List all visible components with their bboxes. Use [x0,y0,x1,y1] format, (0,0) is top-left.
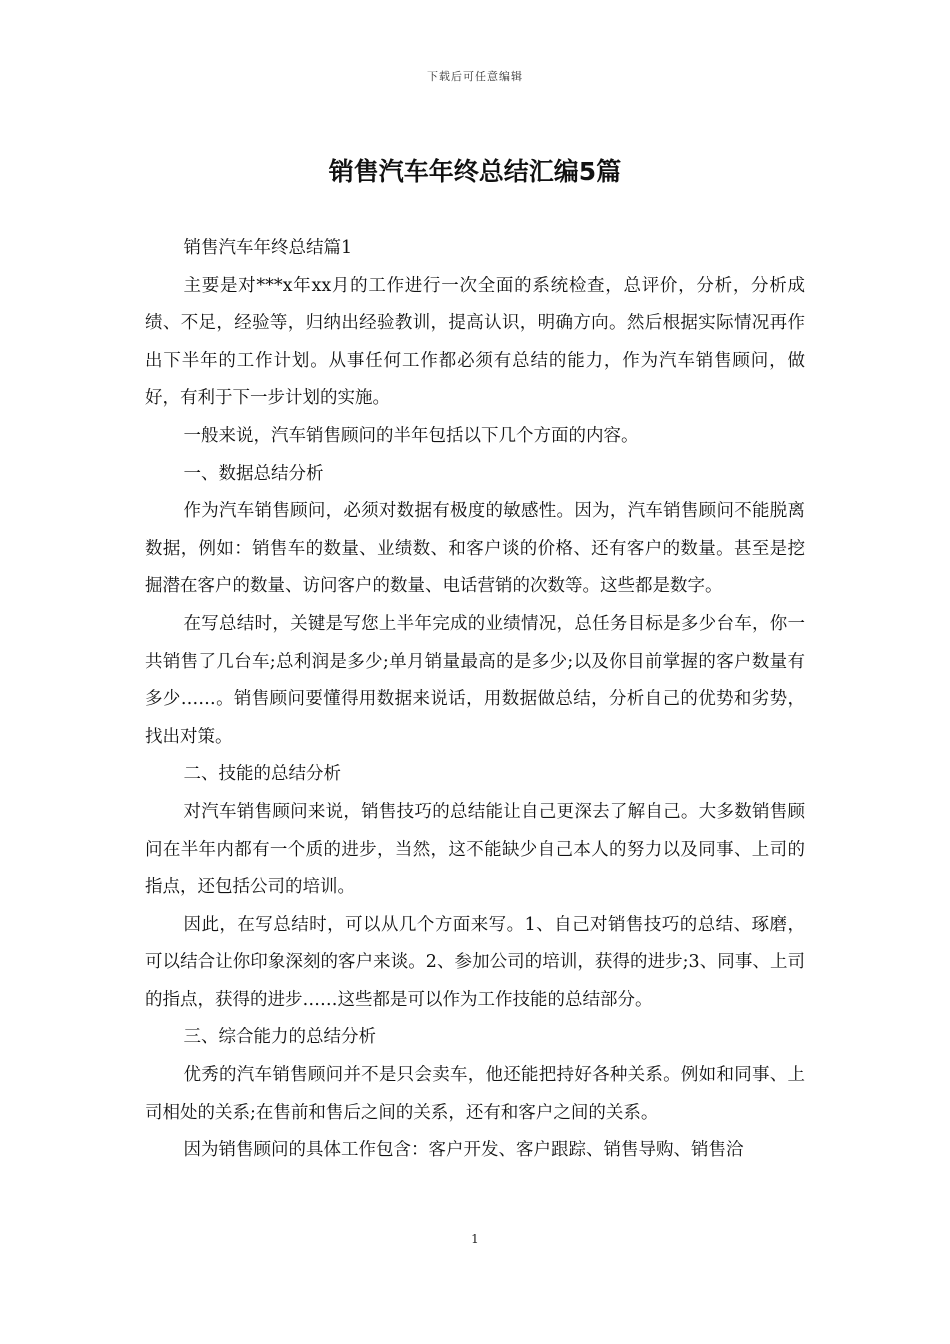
paragraph: 因为销售顾问的具体工作包含：客户开发、客户跟踪、销售导购、销售洽 [183,1140,744,1161]
page-number: 1 [471,1232,479,1246]
paragraph: 因此，在写总结时，可以从几个方面来写。1、自己对销售技巧的总结、琢磨，可以结合让你印象深刻的客户来谈。2、参加公司的培训，获得的进步;3、同事、上司的指点，获得的进步……这些都是可以作为工作技能的总结部分。 [145,914,805,1010]
paragraph: 一般来说，汽车销售顾问的半年包括以下几个方面的内容。 [183,425,639,446]
document-title: 销售汽车年终总结汇编5篇 [328,157,622,186]
paragraph: 作为汽车销售顾问，必须对数据有极度的敏感性。因为，汽车销售顾问不能脱离数据，例如：销售车的数量、业绩数、和客户谈的价格、还有客户的数量。甚至是挖掘潜在客户的数量、访问客户的数量、电话营销的次数等。这些都是数字。 [145,501,805,597]
paragraph: 在写总结时，关键是写您上半年完成的业绩情况，总任务目标是多少台车，你一共销售了几台车;总利润是多少;单月销量最高的是多少;以及你目前掌握的客户数量有多少……。销售顾问要懂得用数据来说话，用数据做总结，分析自己的优势和劣势，找出对策。 [145,613,805,747]
paragraph: 对汽车销售顾问来说，销售技巧的总结能让自己更深去了解自己。大多数销售顾问在半年内都有一个质的进步，当然，这不能缺少自己本人的努力以及同事、上司的指点，还包括公司的培训。 [145,801,805,898]
section-heading: 销售汽车年终总结篇1 [183,238,353,258]
section-heading: 二、技能的总结分析 [183,764,341,785]
header-note: 下载后可任意编辑 [427,70,523,83]
document-body [145,230,805,1170]
section-heading: 一、数据总结分析 [183,463,324,484]
paragraph: 主要是对***x年xx月的工作进行一次全面的系统检查，总评价，分析，分析成绩、不足，经验等，归纳出经验教训，提高认识，明确方向。然后根据实际情况再作出下半年的工作计划。从事任何工作都必须有总结的能力，作为汽车销售顾问，做好，有利于下一步计划的实施。 [145,275,805,409]
paragraph: 优秀的汽车销售顾问并不是只会卖车，他还能把持好各种关系。例如和同事、上司相处的关系;在售前和售后之间的关系，还有和客户之间的关系。 [145,1065,805,1123]
section-heading: 三、综合能力的总结分析 [183,1027,376,1048]
